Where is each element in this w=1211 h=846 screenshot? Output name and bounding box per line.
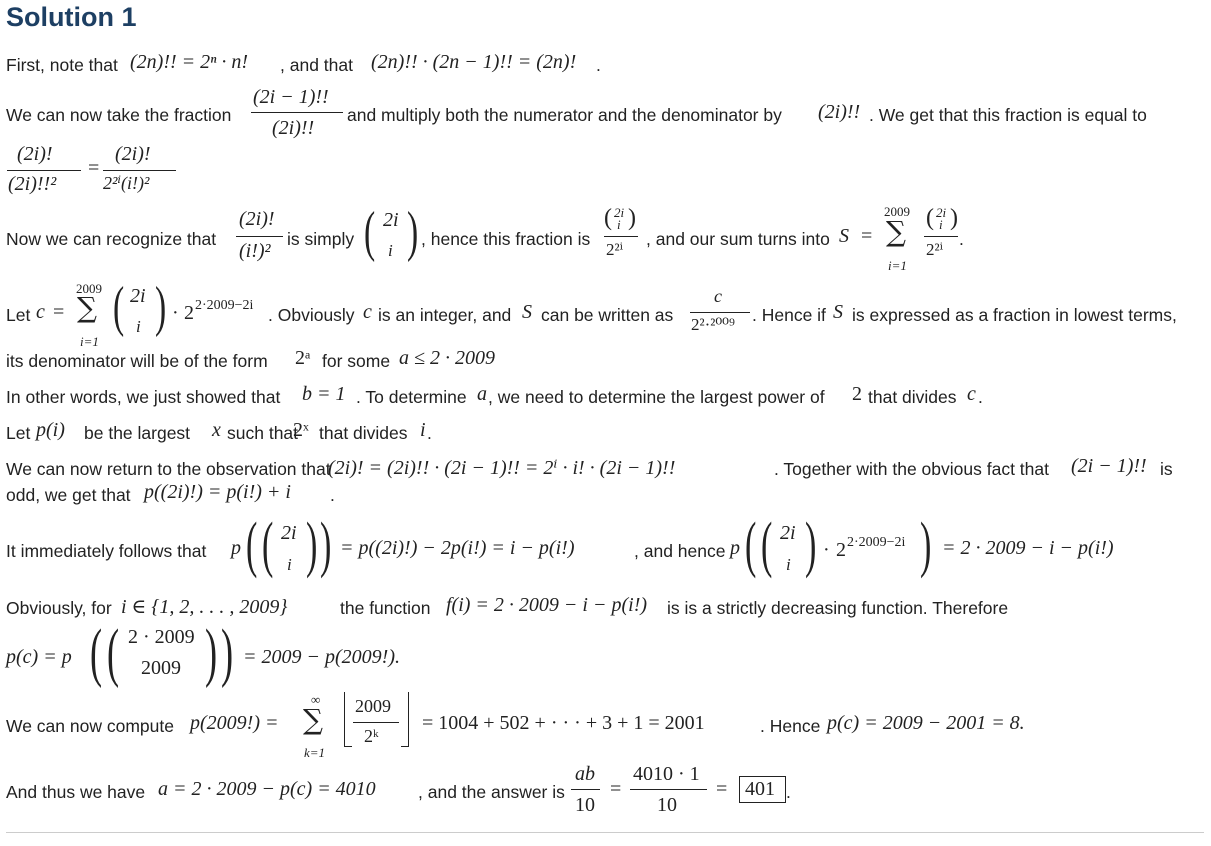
section-divider <box>6 832 1204 833</box>
fraction-bar <box>251 112 343 113</box>
summation-icon: ∑ <box>77 291 97 324</box>
binom-left-paren: ( <box>761 511 773 579</box>
binom-right-paren: ) <box>805 511 817 579</box>
sum-lower-limit: k=1 <box>304 745 326 760</box>
text-p7d: that divides <box>868 387 957 407</box>
binom-left-paren: ( <box>926 205 934 231</box>
text-p9b: . Together with the obvious fact that <box>774 459 1049 479</box>
math-binom-bottom: i <box>136 317 141 336</box>
math-frac2a-numerator: (2i)! <box>17 143 53 165</box>
text-p14b: . Hence <box>760 716 821 736</box>
text-p12c: is is a strictly decreasing function. Therefore <box>667 598 1009 618</box>
sum-lower-limit: i=1 <box>80 334 99 349</box>
math-p-relation: p((2i)!) = p(i!) + i <box>144 481 291 503</box>
math-exponent: 2·2009−2i <box>847 535 906 550</box>
math-binom-top: 2 · 2009 <box>128 626 195 648</box>
math-multiplier: (2i)!! <box>818 101 861 123</box>
math-frac-c-numerator: c <box>714 286 722 306</box>
math-result-2: = 2 · 2009 − i − p(i!) <box>942 537 1114 559</box>
left-paren: ( <box>90 616 103 689</box>
math-two-pow-x: 2ˣ <box>293 419 309 441</box>
fraction-bar <box>924 236 958 237</box>
binom-right-paren: ) <box>950 205 958 231</box>
math-S: S <box>833 301 843 323</box>
left-paren: ( <box>246 511 258 579</box>
math-observation: (2i)! = (2i)!! · (2i − 1)!! = 2ⁱ · i! · (2i − 1)!! <box>328 457 676 479</box>
math-b-equals-1: b = 1 <box>302 383 346 405</box>
left-paren: ( <box>745 511 757 579</box>
math-pc-final: p(c) = 2009 − 2001 = 8. <box>827 712 1025 734</box>
math-p-of-i: p(i) <box>36 419 65 441</box>
math-c: c <box>363 301 372 323</box>
math-binom-bottom: i <box>786 555 791 574</box>
math-binom-bottom: 2009 <box>141 657 181 679</box>
math-two: 2 <box>836 539 846 561</box>
text-p4b: is simply <box>287 229 355 249</box>
right-paren: ) <box>920 511 932 579</box>
binom-right-paren: ) <box>407 201 419 263</box>
math-two: 2 <box>184 302 194 324</box>
period: . <box>978 387 983 407</box>
binom-right-paren: ) <box>205 616 218 689</box>
text-p8a: Let <box>6 423 31 443</box>
fraction-bar <box>353 722 399 723</box>
math-frac-4010-numerator: 4010 · 1 <box>633 763 700 785</box>
text-p4c: , hence this fraction is <box>421 229 591 249</box>
math-frac2b-numerator: (2i)! <box>115 143 151 165</box>
fraction-bar <box>690 312 750 313</box>
text-p15a: And thus we have <box>6 782 146 802</box>
binom-left-paren: ( <box>107 616 120 689</box>
text-p2a: We can now take the fraction <box>6 105 232 125</box>
math-floor-denominator: 2ᵏ <box>364 726 379 746</box>
math-exponent: 2·2009−2i <box>195 298 254 313</box>
math-two-pow-a: 2ᵃ <box>295 347 311 369</box>
solution-heading: Solution 1 <box>6 2 137 32</box>
floor-right-bracket <box>401 692 409 747</box>
math-compute-rhs: = 1004 + 502 + · · · + 3 + 1 = 2001 <box>422 712 705 734</box>
math-frac2b-denominator: 2²ⁱ(i!)² <box>103 173 150 193</box>
math-pc-lhs: p(c) = p <box>6 646 72 668</box>
math-double-factorial-product: (2n)!! · (2n − 1)!! = (2n)! <box>371 51 577 73</box>
answer-value: 401 <box>745 778 775 800</box>
text-p7a: In other words, we just showed that <box>6 387 281 407</box>
dot-operator: · <box>172 302 179 324</box>
math-binom-top: 2i <box>130 285 146 307</box>
fraction-bar <box>236 236 283 237</box>
math-x: x <box>212 419 221 441</box>
text-p9c: is <box>1160 459 1173 479</box>
period: . <box>786 782 791 802</box>
period: . <box>330 485 335 505</box>
math-frac4-denominator: 2²ⁱ <box>606 240 624 259</box>
text-p1b: , and that <box>280 55 353 75</box>
text-p8d: that divides <box>319 423 408 443</box>
floor-left-bracket <box>344 692 352 747</box>
sum-upper-limit: 2009 <box>76 281 102 296</box>
binom-right-paren: ) <box>155 276 167 338</box>
text-p15b: , and the answer is <box>418 782 565 802</box>
math-a-bound: a ≤ 2 · 2009 <box>399 347 495 369</box>
math-c: c <box>36 301 45 323</box>
summation-icon: ∑ <box>303 703 323 736</box>
text-p10a: odd, we get that <box>6 485 131 505</box>
sum-upper-limit: 2009 <box>884 204 910 219</box>
right-paren: ) <box>320 511 332 579</box>
text-p1a: First, note that <box>6 55 118 75</box>
text-p11b: , and hence <box>634 541 726 561</box>
math-binom-top: 2i <box>936 205 947 220</box>
text-p4d: , and our sum turns into <box>646 229 830 249</box>
binom-left-paren: ( <box>262 511 274 579</box>
math-floor-numerator: 2009 <box>355 696 391 716</box>
binom-left-paren: ( <box>113 276 125 338</box>
math-S: S <box>522 301 532 323</box>
sum-upper-limit: ∞ <box>311 692 321 707</box>
math-p: p <box>231 537 241 559</box>
text-p8c: such that <box>227 423 299 443</box>
math-frac1-numerator: (2i − 1)!! <box>253 86 329 108</box>
text-p4a: Now we can recognize that <box>6 229 217 249</box>
math-a-final: a = 2 · 2009 − p(c) = 4010 <box>158 778 376 800</box>
math-frac4-denominator: 2²ⁱ <box>926 240 944 259</box>
math-a: a <box>477 383 487 405</box>
text-p8b: be the largest <box>84 423 191 443</box>
math-frac-ab-numerator: ab <box>575 763 595 785</box>
math-binom-top: 2i <box>614 205 625 220</box>
math-c: c <box>967 383 976 405</box>
math-function-def: f(i) = 2 · 2009 − i − p(i!) <box>446 594 648 616</box>
math-i: i <box>420 419 426 441</box>
math-index-set: i ∈ {1, 2, . . . , 2009} <box>121 596 288 618</box>
text-p2c: . We get that this fraction is equal to <box>869 105 1147 125</box>
text-p11a: It immediately follows that <box>6 541 207 561</box>
summation-icon: ∑ <box>886 215 906 248</box>
text-p12a: Obviously, for <box>6 598 112 618</box>
math-binom-top: 2i <box>281 522 297 544</box>
text-p14a: We can now compute <box>6 716 174 736</box>
equals-sign: = <box>88 157 100 179</box>
math-two: 2 <box>852 383 862 405</box>
fraction-bar <box>604 236 638 237</box>
dot-operator: · <box>823 539 830 561</box>
math-pc-rhs: = 2009 − p(2009!). <box>243 646 400 668</box>
math-frac3-denominator: (i!)² <box>239 240 271 262</box>
fraction-bar <box>7 170 81 171</box>
text-p5f: is expressed as a fraction in lowest terms, <box>852 305 1177 325</box>
sum-lower-limit: i=1 <box>888 258 907 273</box>
math-binom-top: 2i <box>780 522 796 544</box>
text-p5a: Let <box>6 305 31 325</box>
period: . <box>959 229 964 249</box>
math-frac-c-denominator: 2²·²⁰⁰⁹ <box>691 315 735 334</box>
math-frac1-denominator: (2i)!! <box>272 117 315 139</box>
math-S: S <box>839 225 849 247</box>
math-frac-4010-denominator: 10 <box>657 794 677 816</box>
math-double-factorial-even: (2n)!! = 2ⁿ · n! <box>130 51 249 73</box>
equals-sign: = <box>610 778 622 800</box>
text-p5b: . Obviously <box>268 305 355 325</box>
binom-left-paren: ( <box>364 201 376 263</box>
binom-right-paren: ) <box>306 511 318 579</box>
math-p: p <box>730 537 740 559</box>
text-p7c: , we need to determine the largest power of <box>488 387 825 407</box>
equals-sign: = <box>53 301 65 323</box>
math-frac2a-denominator: (2i)!!² <box>8 173 57 195</box>
fraction-bar <box>103 170 176 171</box>
math-binom-top: 2i <box>383 209 399 231</box>
text-p1c: . <box>596 55 601 75</box>
text-p12b: the function <box>340 598 431 618</box>
binom-left-paren: ( <box>604 205 612 231</box>
text-p5c: is an integer, and <box>378 305 512 325</box>
fraction-bar <box>630 789 707 790</box>
text-p7b: . To determine <box>356 387 467 407</box>
math-binom-bottom: i <box>939 217 943 232</box>
text-p6a: its denominator will be of the form <box>6 351 268 371</box>
math-binom-bottom: i <box>388 241 393 260</box>
math-compute-lhs: p(2009!) = <box>190 712 279 734</box>
text-p5e: . Hence if <box>752 305 826 325</box>
period: . <box>427 423 432 443</box>
text-p5d: can be written as <box>541 305 674 325</box>
text-p6b: for some <box>322 351 391 371</box>
fraction-bar <box>571 789 600 790</box>
right-paren: ) <box>221 616 234 689</box>
math-frac-ab-denominator: 10 <box>575 794 595 816</box>
equals-sign: = <box>861 225 873 247</box>
text-p9a: We can now return to the observation that <box>6 459 331 479</box>
math-frac3-numerator: (2i)! <box>239 208 275 230</box>
binom-right-paren: ) <box>628 205 636 231</box>
equals-sign: = <box>716 778 728 800</box>
math-binom-bottom: i <box>617 217 621 232</box>
text-p2b: and multiply both the numerator and the denominator by <box>347 105 782 125</box>
math-result-1: = p((2i)!) − 2p(i!) = i − p(i!) <box>340 537 575 559</box>
math-binom-bottom: i <box>287 555 292 574</box>
math-odd-term: (2i − 1)!! <box>1071 455 1147 477</box>
